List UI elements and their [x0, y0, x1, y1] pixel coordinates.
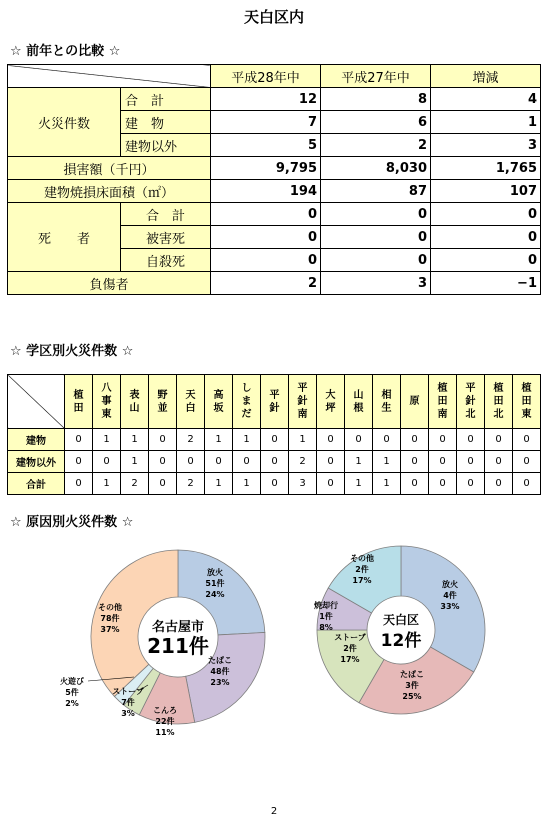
- district-value-cell: 1: [93, 429, 121, 451]
- slice-name: 放火: [442, 580, 458, 589]
- value-cell: 0: [211, 203, 321, 226]
- value-cell: 3: [431, 134, 541, 157]
- slice-pct: 8%: [319, 623, 333, 632]
- slice-count: 51件: [205, 579, 225, 588]
- district-value-cell: 0: [65, 451, 93, 473]
- district-header: [177, 375, 205, 429]
- slice-name: たばこ: [208, 656, 232, 665]
- slice-label: [153, 706, 177, 737]
- district-name: 平針北: [465, 383, 476, 420]
- district-name: 植田: [73, 389, 84, 414]
- district-value-cell: 0: [317, 451, 345, 473]
- value-cell: −1: [431, 272, 541, 295]
- district-name: 平針南: [297, 383, 308, 420]
- row-label: 建物: [8, 429, 65, 451]
- district-value-cell: 0: [401, 429, 429, 451]
- district-value-cell: 0: [149, 451, 177, 473]
- slice-pct: 23%: [210, 678, 230, 687]
- district-value-cell: 0: [513, 451, 541, 473]
- value-cell: 7: [211, 111, 321, 134]
- district-name: 植田北: [493, 383, 504, 420]
- slice-name: たばこ: [400, 670, 424, 679]
- district-value-cell: 0: [93, 451, 121, 473]
- district-value-cell: 0: [485, 429, 513, 451]
- slice-count: 1件: [319, 612, 333, 621]
- value-cell: 4: [431, 88, 541, 111]
- district-name: 八事東: [101, 383, 112, 420]
- value-cell: 8: [321, 88, 431, 111]
- row-label: 建物以外: [121, 134, 211, 157]
- district-value-cell: 0: [261, 429, 289, 451]
- value-cell: 3: [321, 272, 431, 295]
- district-name: 山根: [353, 389, 364, 414]
- slice-pct: 25%: [402, 692, 422, 701]
- district-name: 表山: [129, 389, 140, 414]
- district-name: 相生: [381, 389, 392, 414]
- district-value-cell: 0: [177, 451, 205, 473]
- tempaku-cause-donut-chart: [300, 535, 510, 725]
- slice-count: 48件: [210, 667, 230, 676]
- header-corner: [8, 375, 65, 429]
- value-cell: 107: [431, 180, 541, 203]
- slice-pct: 3%: [121, 709, 135, 718]
- district-value-cell: 1: [373, 473, 401, 495]
- district-row: [8, 429, 541, 451]
- value-cell: 0: [321, 226, 431, 249]
- district-value-cell: 0: [513, 429, 541, 451]
- slice-count: 2件: [355, 565, 369, 574]
- district-value-cell: 0: [261, 473, 289, 495]
- district-value-cell: 0: [345, 429, 373, 451]
- district-value-cell: 2: [177, 473, 205, 495]
- district-header: [261, 375, 289, 429]
- value-cell: 2: [211, 272, 321, 295]
- district-value-cell: 0: [317, 429, 345, 451]
- value-cell: 1: [431, 111, 541, 134]
- slice-label: [440, 579, 459, 611]
- row-label: 合計: [8, 473, 65, 495]
- value-cell: 1,765: [431, 157, 541, 180]
- district-value-cell: 0: [205, 451, 233, 473]
- value-cell: 9,795: [211, 157, 321, 180]
- district-value-cell: 1: [205, 429, 233, 451]
- section-title-causes: ☆ 原因別火災件数 ☆: [10, 515, 134, 530]
- slice-name: ストーブ: [334, 633, 366, 642]
- value-cell: 12: [211, 88, 321, 111]
- district-value-cell: 1: [345, 451, 373, 473]
- district-value-cell: 1: [121, 429, 149, 451]
- slice-pct: 37%: [100, 625, 120, 634]
- center-title: 名古屋市: [151, 620, 205, 635]
- value-cell: 0: [431, 226, 541, 249]
- slice-name: 焼却行: [314, 601, 338, 610]
- slice-pct: 17%: [340, 655, 360, 664]
- district-name: 平針: [269, 389, 280, 414]
- header-cell: 平成27年中: [321, 65, 431, 88]
- district-value-cell: 0: [261, 451, 289, 473]
- slice-name: その他: [350, 554, 374, 563]
- district-row: [8, 451, 541, 473]
- slice-pct: 17%: [352, 576, 372, 585]
- district-header: [205, 375, 233, 429]
- district-value-cell: 0: [485, 473, 513, 495]
- injured-row: [8, 272, 541, 295]
- district-value-cell: 2: [121, 473, 149, 495]
- district-row: [8, 473, 541, 495]
- district-name: しまだ: [241, 383, 252, 420]
- slice-label: [208, 655, 232, 687]
- page-number: 2: [270, 806, 278, 817]
- value-cell: 5: [211, 134, 321, 157]
- section-title-districts: ☆ 学区別火災件数 ☆: [10, 344, 134, 359]
- value-cell: 2: [321, 134, 431, 157]
- slice-count: 7件: [121, 698, 135, 707]
- district-header: [317, 375, 345, 429]
- district-name: 高坂: [213, 389, 224, 414]
- slice-pct: 2%: [65, 699, 79, 708]
- district-value-cell: 1: [121, 451, 149, 473]
- district-value-cell: 0: [149, 473, 177, 495]
- row-label: 自殺死: [121, 249, 211, 272]
- comparison-header-row: [8, 65, 541, 88]
- value-cell: 194: [211, 180, 321, 203]
- district-value-cell: 0: [149, 429, 177, 451]
- district-value-cell: 1: [373, 451, 401, 473]
- center-title: 天白区: [382, 613, 420, 627]
- district-header: [485, 375, 513, 429]
- district-value-cell: 0: [401, 473, 429, 495]
- slice-name: 放火: [207, 568, 223, 577]
- district-header: [233, 375, 261, 429]
- district-value-cell: 0: [401, 451, 429, 473]
- district-value-cell: 0: [513, 473, 541, 495]
- district-value-cell: 0: [65, 429, 93, 451]
- slice-name: こんろ: [153, 706, 177, 715]
- slice-pct: 11%: [155, 728, 175, 737]
- value-cell: 87: [321, 180, 431, 203]
- nagoya-cause-donut-chart: [50, 535, 280, 745]
- fire-group-label: 火災件数: [8, 88, 121, 157]
- district-name: 野並: [157, 389, 168, 414]
- slice-label: [60, 676, 84, 708]
- slice-count: 3件: [405, 681, 419, 690]
- value-cell: 6: [321, 111, 431, 134]
- value-cell: 0: [321, 249, 431, 272]
- area-row: [8, 180, 541, 203]
- district-value-cell: 1: [93, 473, 121, 495]
- district-value-cell: 1: [233, 429, 261, 451]
- district-name: 植田南: [437, 383, 448, 420]
- district-name: 天白: [185, 389, 196, 414]
- damage-row: [8, 157, 541, 180]
- row-label: 建物焼損床面積（㎡）: [8, 180, 211, 203]
- header-cell: 平成28年中: [211, 65, 321, 88]
- slice-count: 2件: [343, 644, 357, 653]
- row-label: 合 計: [121, 203, 211, 226]
- comparison-table: [7, 64, 541, 295]
- district-header: [121, 375, 149, 429]
- district-value-cell: 0: [457, 451, 485, 473]
- district-value-cell: 0: [429, 429, 457, 451]
- death-group-label: 死 者: [8, 203, 121, 272]
- row-label: 合 計: [121, 88, 211, 111]
- district-value-cell: 2: [177, 429, 205, 451]
- slice-count: 78件: [100, 614, 120, 623]
- header-cell: 増減: [431, 65, 541, 88]
- slice-name: 火遊び: [60, 677, 84, 686]
- district-value-cell: 2: [289, 451, 317, 473]
- slice-label: [205, 567, 224, 599]
- fire-row: [8, 88, 541, 111]
- death-row: [8, 203, 541, 226]
- district-header: [513, 375, 541, 429]
- row-label: 建物以外: [8, 451, 65, 473]
- slice-pct: 33%: [440, 602, 460, 611]
- row-label: 被害死: [121, 226, 211, 249]
- value-cell: 0: [321, 203, 431, 226]
- district-value-cell: 0: [233, 451, 261, 473]
- district-header: [289, 375, 317, 429]
- value-cell: 0: [211, 249, 321, 272]
- district-name: 原: [409, 396, 420, 407]
- district-name: 大坪: [325, 389, 336, 414]
- district-value-cell: 0: [485, 451, 513, 473]
- header-corner: [8, 65, 211, 88]
- district-header: [149, 375, 177, 429]
- value-cell: 8,030: [321, 157, 431, 180]
- slice-pct: 24%: [205, 590, 225, 599]
- center-total: 12件: [380, 631, 422, 651]
- district-header: [457, 375, 485, 429]
- district-header: [373, 375, 401, 429]
- district-value-cell: 0: [373, 429, 401, 451]
- district-value-cell: 1: [345, 473, 373, 495]
- value-cell: 0: [431, 249, 541, 272]
- row-label: 建 物: [121, 111, 211, 134]
- value-cell: 0: [431, 203, 541, 226]
- district-value-cell: 1: [289, 429, 317, 451]
- slice-count: 22件: [155, 717, 175, 726]
- district-value-cell: 0: [457, 473, 485, 495]
- district-value-cell: 1: [205, 473, 233, 495]
- value-cell: 0: [211, 226, 321, 249]
- center-total: 211件: [147, 634, 209, 658]
- district-value-cell: 0: [317, 473, 345, 495]
- district-value-cell: 1: [233, 473, 261, 495]
- slice-name: その他: [98, 603, 122, 612]
- district-value-cell: 0: [457, 429, 485, 451]
- district-value-cell: 0: [429, 473, 457, 495]
- slice-label: [98, 602, 122, 634]
- district-value-cell: 3: [289, 473, 317, 495]
- section-title-comparison: ☆ 前年との比較 ☆: [10, 44, 121, 59]
- slice-name: ストーブ: [112, 687, 144, 696]
- district-name: 植田東: [521, 383, 532, 420]
- district-value-cell: 0: [429, 451, 457, 473]
- slice-count: 4件: [443, 591, 457, 600]
- slice-count: 5件: [65, 688, 79, 697]
- district-header: [401, 375, 429, 429]
- district-value-cell: 0: [65, 473, 93, 495]
- district-header: [345, 375, 373, 429]
- district-header-row: [8, 375, 541, 429]
- row-label: 損害額（千円）: [8, 157, 211, 180]
- district-header: [429, 375, 457, 429]
- page-title: 天白区内: [243, 8, 304, 26]
- district-header: [93, 375, 121, 429]
- district-header: [65, 375, 93, 429]
- row-label: 負傷者: [8, 272, 211, 295]
- district-table: [7, 374, 541, 495]
